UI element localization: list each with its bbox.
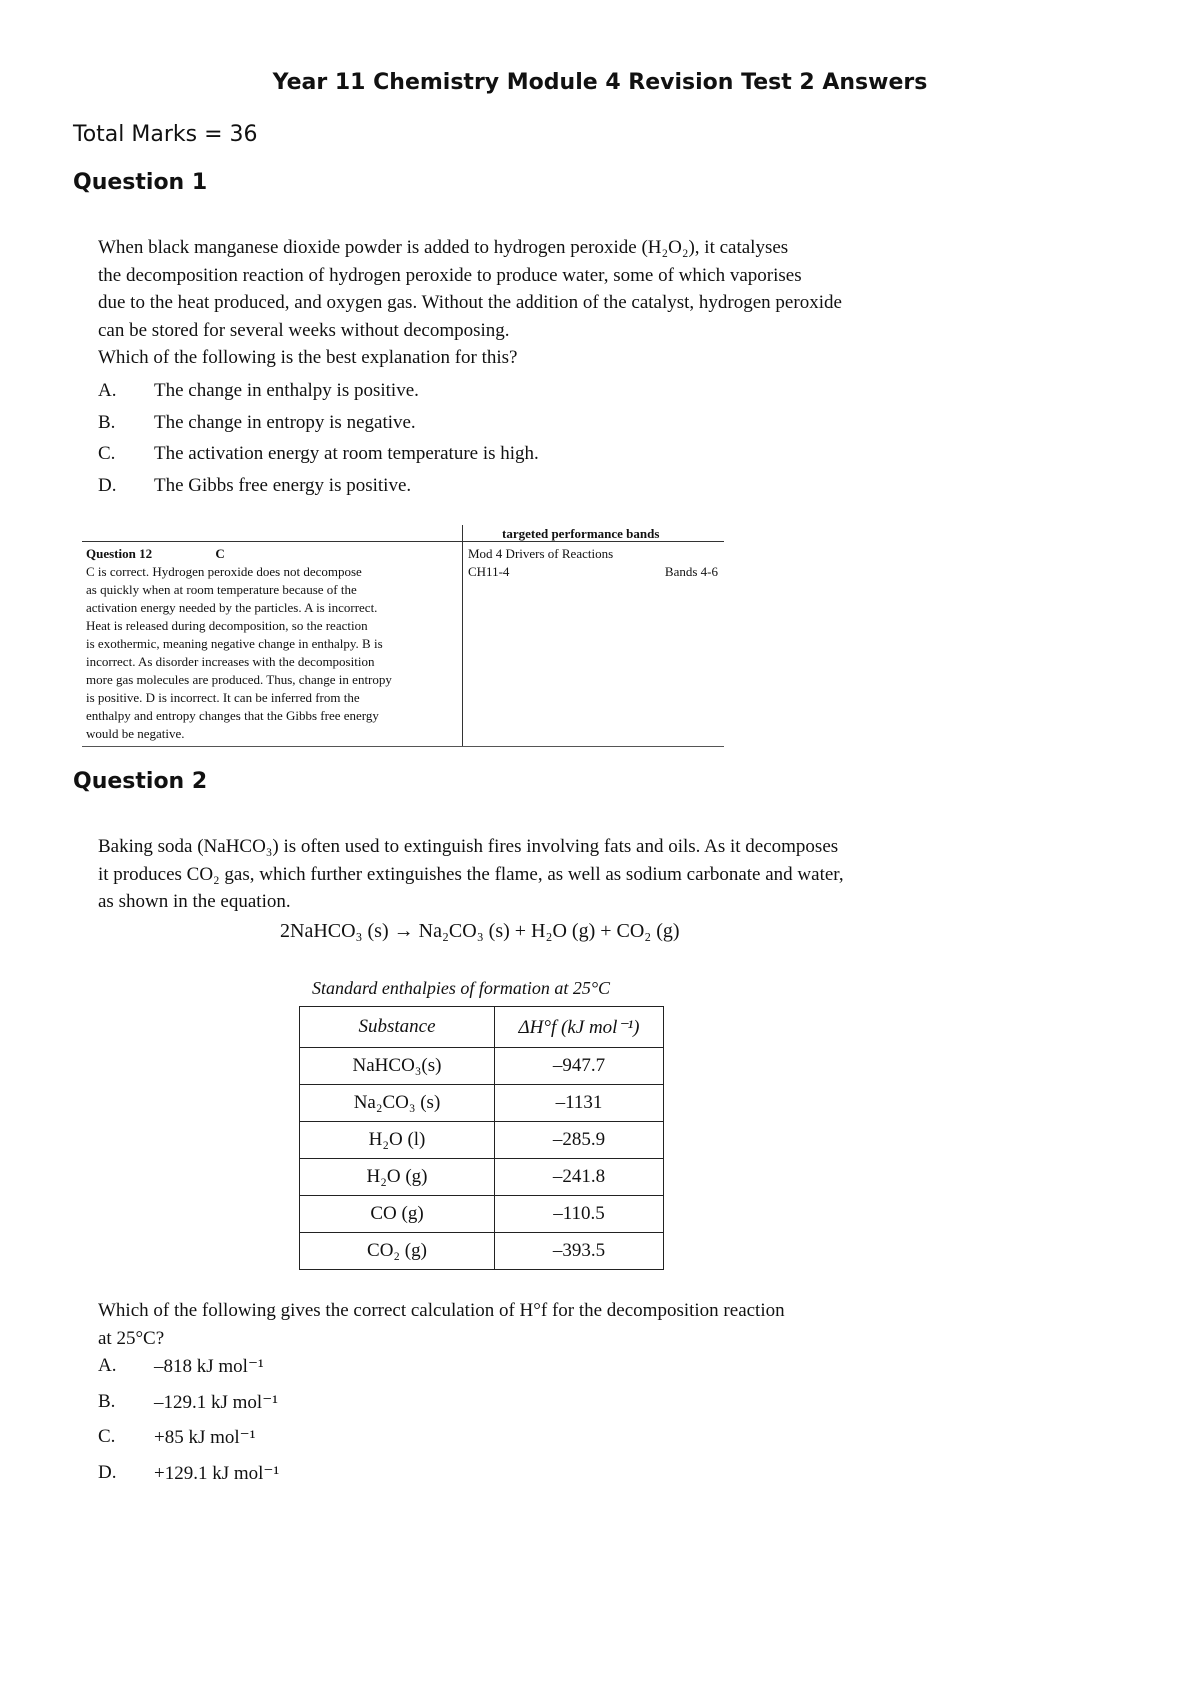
table-cell: H₂O (l)	[300, 1122, 495, 1159]
table-cell: H₂O (g)	[300, 1159, 495, 1196]
answer-module: Mod 4 Drivers of Reactions	[468, 546, 614, 561]
answer-syllabus	[468, 545, 718, 581]
option-letter: A.	[98, 380, 117, 401]
table-header: ΔH°f (kJ mol⁻¹)	[495, 1007, 664, 1048]
question-2-heading: Question 2	[73, 769, 208, 794]
stem-line: Which of the following is the best explanation for this?	[98, 347, 518, 368]
table-divider	[462, 525, 463, 747]
explanation-line: C is correct. Hydrogen peroxide does not decompose	[86, 564, 362, 579]
option-text: –818 kJ mol⁻¹	[154, 1356, 264, 1377]
enthalpy-table	[299, 1006, 664, 1270]
option-d	[98, 1462, 279, 1498]
answer-outcome-row	[468, 563, 718, 581]
question-2-options	[98, 1355, 279, 1497]
table-cell: –1131	[495, 1085, 664, 1122]
answer-explanation	[86, 545, 456, 743]
option-a	[98, 1355, 279, 1391]
explanation-line: Heat is released during decomposition, so the reaction	[86, 618, 368, 633]
option-letter: A.	[98, 1355, 117, 1376]
stem-line: Baking soda (NaHCO₃) is often used to extinguish fires involving fats and oils. As it decomposes	[98, 836, 839, 857]
question-1-options	[98, 380, 539, 506]
option-text: The activation energy at room temperature is high.	[154, 443, 539, 464]
option-c	[98, 1426, 279, 1462]
answer-outcome: CH11-4	[468, 564, 510, 579]
stem-line: can be stored for several weeks without decomposing.	[98, 319, 510, 341]
table-cell: Na₂CO₃ (s)	[300, 1085, 495, 1122]
table-row	[300, 1122, 664, 1159]
option-letter: D.	[98, 474, 117, 496]
table-cell: NaHCO₃(s)	[300, 1048, 495, 1085]
option-b	[98, 412, 539, 444]
option-letter: C.	[98, 443, 116, 464]
table-header: Substance	[300, 1007, 495, 1048]
answer-head	[86, 545, 456, 563]
table-row	[300, 1196, 664, 1233]
explanation-line: is exothermic, meaning negative change in enthalpy. B is	[86, 636, 383, 651]
table-cell: CO (g)	[300, 1196, 495, 1233]
table-divider	[82, 746, 724, 747]
table-cell: CO₂ (g)	[300, 1233, 495, 1270]
explanation-line: is positive. D is incorrect. It can be inferred from the	[86, 690, 360, 705]
explanation-line: incorrect. As disorder increases with the decomposition	[86, 654, 375, 669]
stem-line: it produces CO₂ gas, which further extinguishes the flame, as well as sodium carbonate and water,	[98, 863, 844, 885]
table-row	[300, 1048, 664, 1085]
total-marks: Total Marks = 36	[73, 122, 258, 147]
question-2-stem	[98, 833, 918, 916]
band-header: targeted performance bands	[502, 526, 660, 541]
option-letter: B.	[98, 411, 116, 433]
table-divider	[82, 541, 724, 542]
answer-question-label: Question 12	[86, 546, 153, 561]
explanation-line: enthalpy and entropy changes that the Gibbs free energy	[86, 708, 379, 723]
option-text: +129.1 kJ mol⁻¹	[154, 1462, 280, 1484]
option-c	[98, 443, 539, 475]
option-text: The change in entropy is negative.	[154, 411, 416, 433]
option-text: +85 kJ mol⁻¹	[154, 1427, 256, 1448]
stem-line: the decomposition reaction of hydrogen peroxide to produce water, some of which vaporises	[98, 264, 802, 286]
table-caption: Standard enthalpies of formation at 25°C	[312, 978, 611, 998]
answer-table	[82, 525, 724, 747]
answer-bands: Bands 4-6	[664, 564, 718, 579]
table-cell: –947.7	[495, 1048, 664, 1085]
option-a	[98, 380, 539, 412]
stem-line: as shown in the equation.	[98, 891, 291, 912]
stem-line: When black manganese dioxide powder is added to hydrogen peroxide (H₂O₂), it catalyses	[98, 237, 789, 258]
table-row	[300, 1159, 664, 1196]
answer-letter: C	[215, 546, 225, 561]
table-row	[300, 1233, 664, 1270]
explanation-line: activation energy needed by the particles. A is incorrect.	[86, 600, 378, 615]
option-letter: C.	[98, 1426, 116, 1447]
question-1-heading: Question 1	[73, 170, 208, 195]
stem-line: at 25°C?	[98, 1327, 165, 1349]
explanation-line: would be negative.	[86, 726, 185, 741]
option-text: The Gibbs free energy is positive.	[154, 474, 412, 496]
option-b	[98, 1391, 279, 1427]
table-row	[300, 1085, 664, 1122]
explanation-line: as quickly when at room temperature because of the	[86, 582, 357, 597]
explanation-line: more gas molecules are produced. Thus, change in entropy	[86, 672, 392, 687]
option-letter: B.	[98, 1390, 116, 1412]
question-1-stem	[98, 234, 918, 372]
option-letter: D.	[98, 1461, 117, 1483]
chemical-equation: 2NaHCO₃ (s) → Na₂CO₃ (s) + H₂O (g) + CO₂ (g)	[280, 920, 680, 942]
stem-line: Which of the following gives the correct calculation of H°f for the decomposition reaction	[98, 1300, 785, 1321]
option-d	[98, 475, 539, 507]
table-cell: –393.5	[495, 1233, 664, 1270]
question-2-prompt	[98, 1297, 898, 1352]
option-text: –129.1 kJ mol⁻¹	[154, 1391, 278, 1413]
table-cell: –110.5	[495, 1196, 664, 1233]
table-cell: –241.8	[495, 1159, 664, 1196]
option-text: The change in enthalpy is positive.	[154, 380, 419, 401]
table-header-row	[300, 1007, 664, 1048]
stem-line: due to the heat produced, and oxygen gas. Without the addition of the catalyst, hydrogen peroxide	[98, 292, 842, 313]
table-cell: –285.9	[495, 1122, 664, 1159]
page-title: Year 11 Chemistry Module 4 Revision Test 2 Answers	[272, 70, 928, 95]
